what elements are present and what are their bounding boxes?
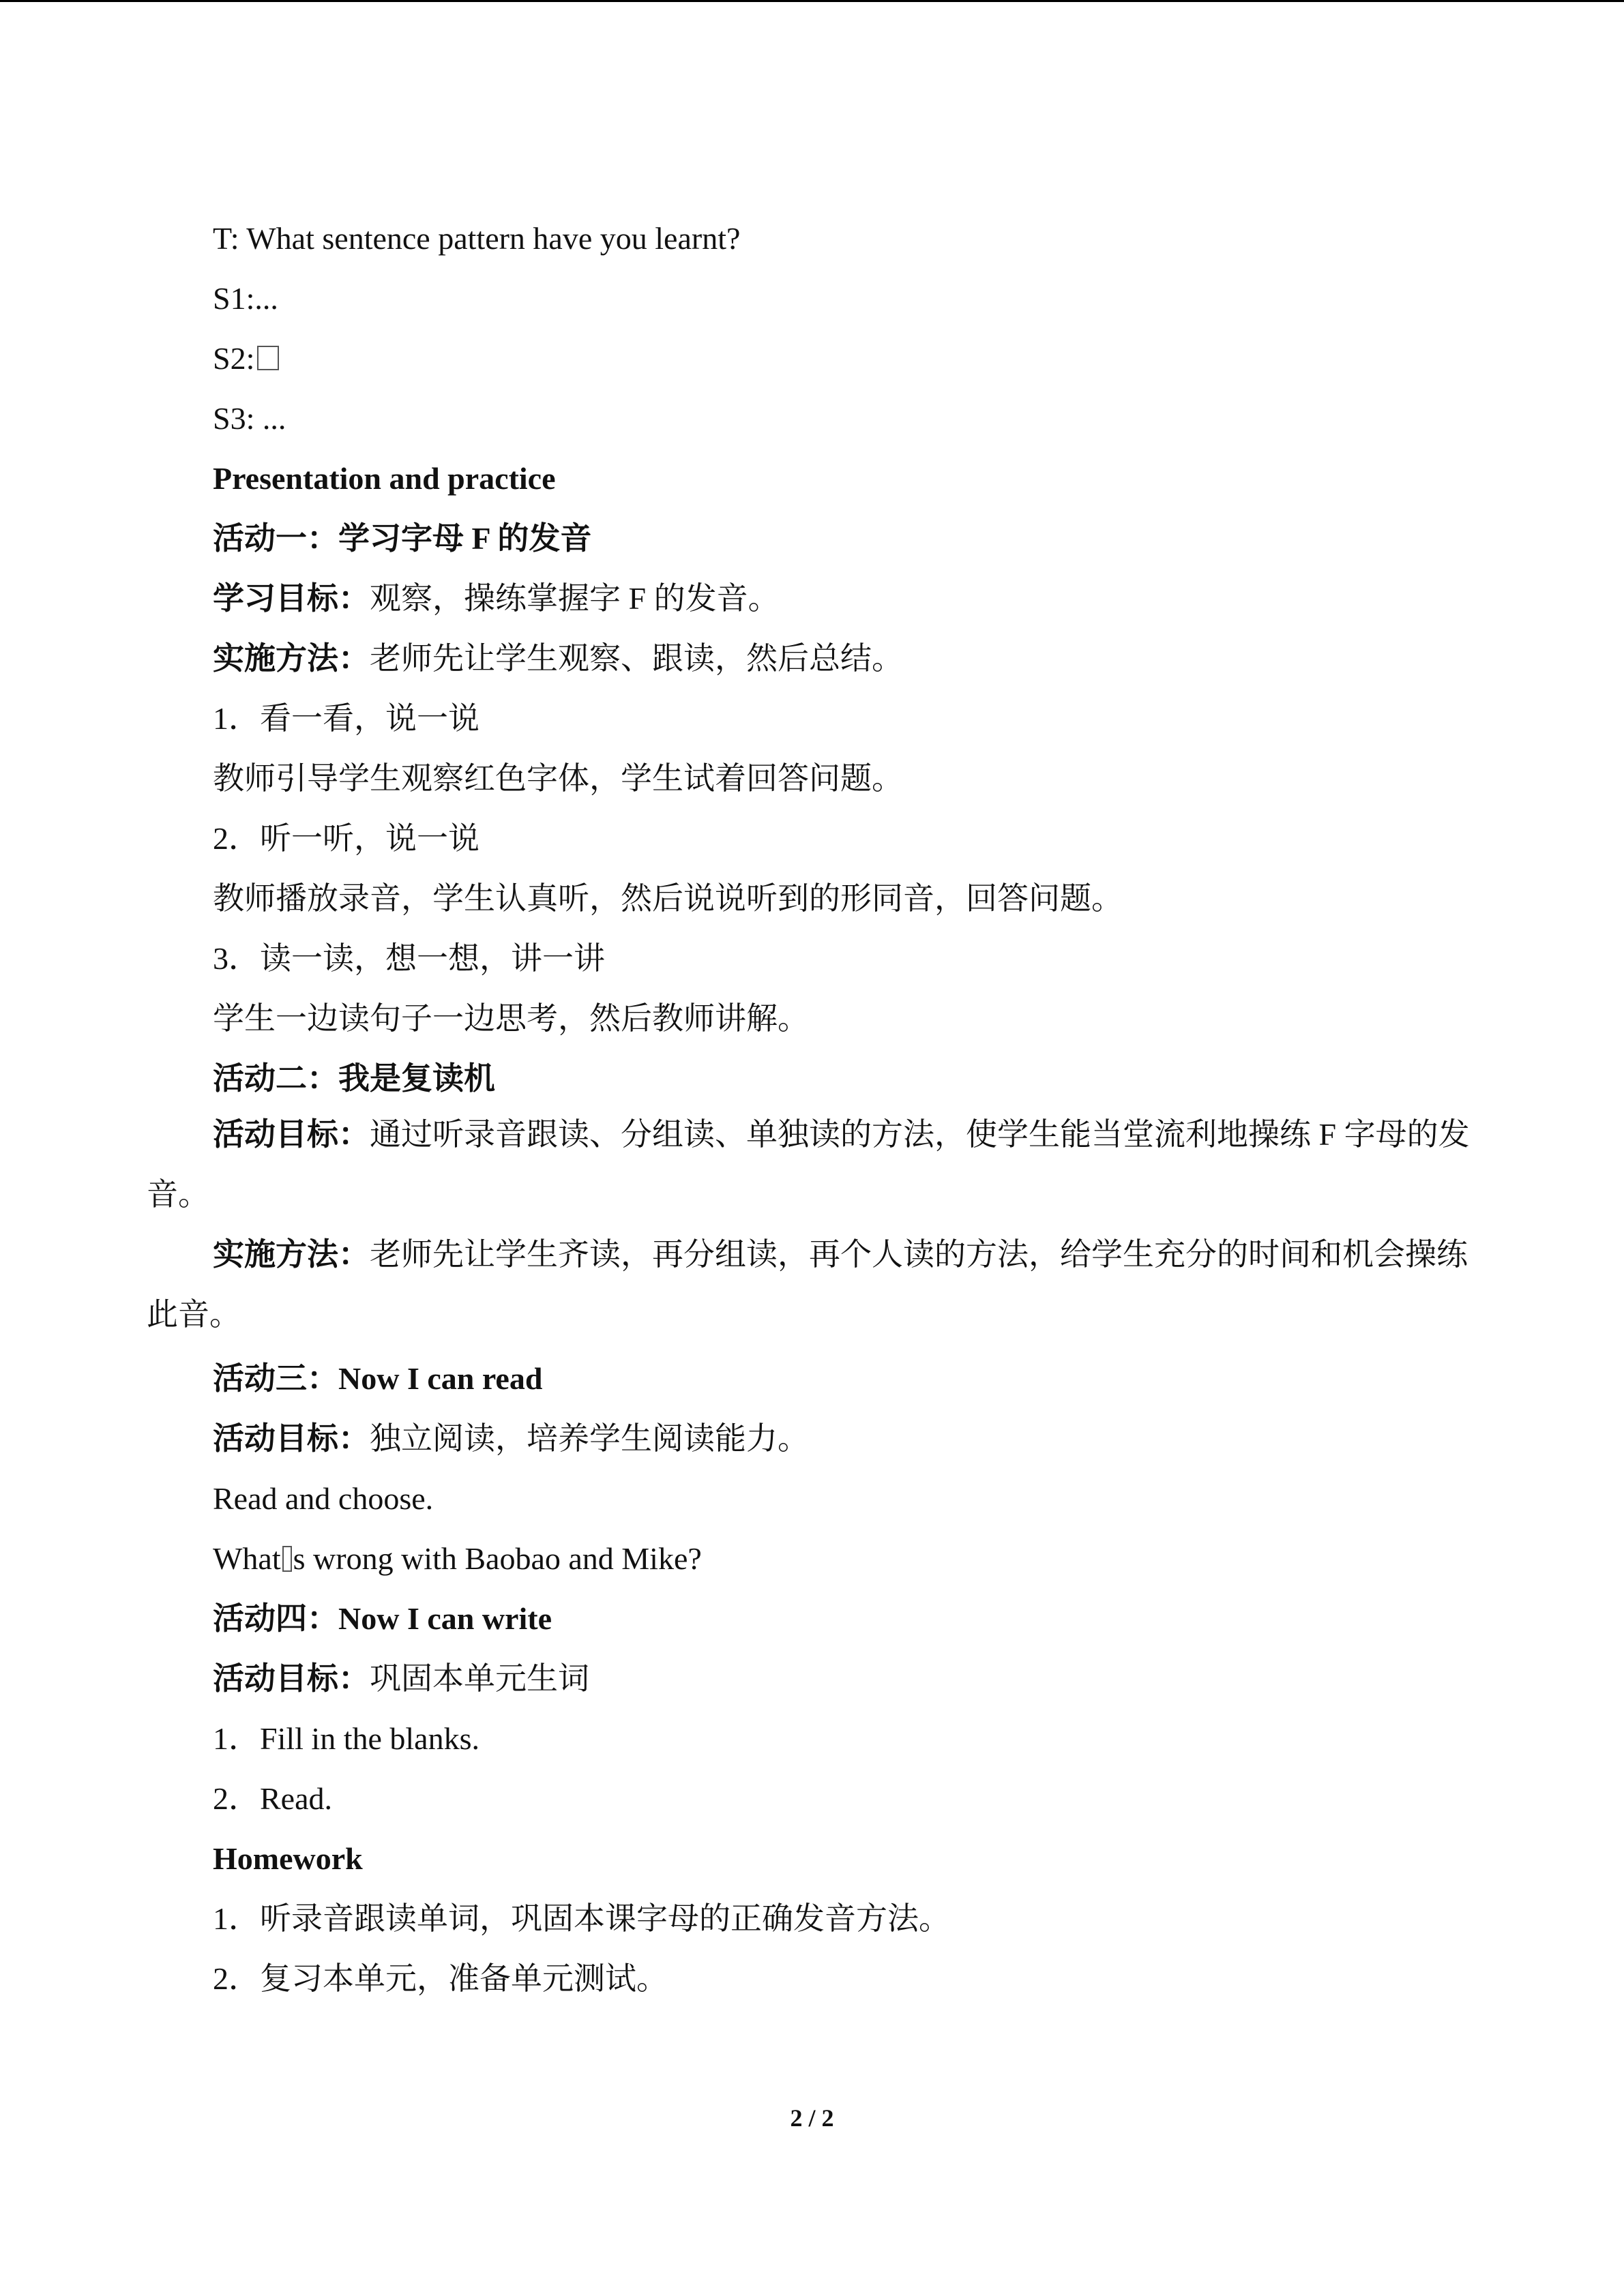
method-label: 实施方法： <box>213 641 370 676</box>
goal-text: 独立阅读，培养学生阅读能力。 <box>370 1421 809 1456</box>
whats-wrong-part-b: s wrong with Baobao and Mike? <box>293 1541 702 1576</box>
missing-apostrophe-box <box>282 1546 292 1572</box>
page-number: 2 / 2 <box>790 2104 834 2132</box>
step-3-text: 学生一边读句子一边思考，然后教师讲解。 <box>213 1001 809 1036</box>
method-text: 老师先让学生观察、跟读，然后总结。 <box>370 641 903 676</box>
activity-1-method <box>213 640 903 678</box>
activity-3-heading: 活动三：Now I can read <box>213 1361 543 1396</box>
section-heading-presentation: Presentation and practice <box>213 461 556 496</box>
whats-wrong-line <box>213 1540 702 1578</box>
activity-2-goal-paragraph <box>147 1105 1470 1225</box>
student-3-line: S3: ... <box>213 401 286 436</box>
method-text: 老师先让学生齐读，再分组读，再个人读的方法，给学生充分的时间和机会操练此音。 <box>147 1237 1468 1332</box>
student-2-line <box>213 340 279 378</box>
step-2-text: 教师播放录音，学生认真听，然后说说听到的形同音，回答问题。 <box>213 881 1123 916</box>
homework-item-1: 1．听录音跟读单词，巩固本课字母的正确发音方法。 <box>213 1901 950 1936</box>
goal-text: 观察，操练掌握字 F 的发音。 <box>370 581 780 616</box>
goal-label: 活动目标： <box>213 1117 370 1152</box>
activity-4-goal <box>213 1660 589 1698</box>
teacher-question-line: T: What sentence pattern have you learnt? <box>213 221 741 256</box>
activity-4-heading: 活动四：Now I can write <box>213 1601 552 1636</box>
goal-label: 活动目标： <box>213 1421 370 1456</box>
homework-heading: Homework <box>213 1841 363 1876</box>
read-line: 2．Read. <box>213 1781 333 1816</box>
goal-label: 活动目标： <box>213 1661 370 1696</box>
goal-label: 学习目标： <box>213 581 370 616</box>
activity-1-goal <box>213 580 780 618</box>
fill-blanks-line: 1．Fill in the blanks. <box>213 1721 479 1756</box>
goal-text: 通过听录音跟读、分组读、单独读的方法，使学生能当堂流利地操练 F 字母的发音。 <box>147 1117 1470 1212</box>
activity-2-method-paragraph <box>147 1225 1470 1345</box>
activity-2-heading: 活动二：我是复读机 <box>213 1061 495 1096</box>
step-1-heading: 1．看一看，说一说 <box>213 701 479 736</box>
homework-item-2: 2．复习本单元，准备单元测试。 <box>213 1961 668 1996</box>
whats-wrong-part-a: What <box>213 1541 281 1576</box>
activity-1-heading: 活动一：学习字母 F 的发音 <box>213 521 592 556</box>
step-2-heading: 2．听一听，说一说 <box>213 821 479 856</box>
missing-glyph-box <box>257 346 279 370</box>
step-1-text: 教师引导学生观察红色字体，学生试着回答问题。 <box>213 761 903 796</box>
student-2-prefix: S2: <box>213 341 255 376</box>
goal-text: 巩固本单元生词 <box>370 1661 589 1696</box>
read-and-choose-line: Read and choose. <box>213 1481 434 1516</box>
step-3-heading: 3．读一读，想一想，讲一讲 <box>213 941 605 976</box>
activity-3-goal <box>213 1420 809 1458</box>
method-label: 实施方法： <box>213 1237 370 1272</box>
student-1-line: S1:... <box>213 281 278 316</box>
